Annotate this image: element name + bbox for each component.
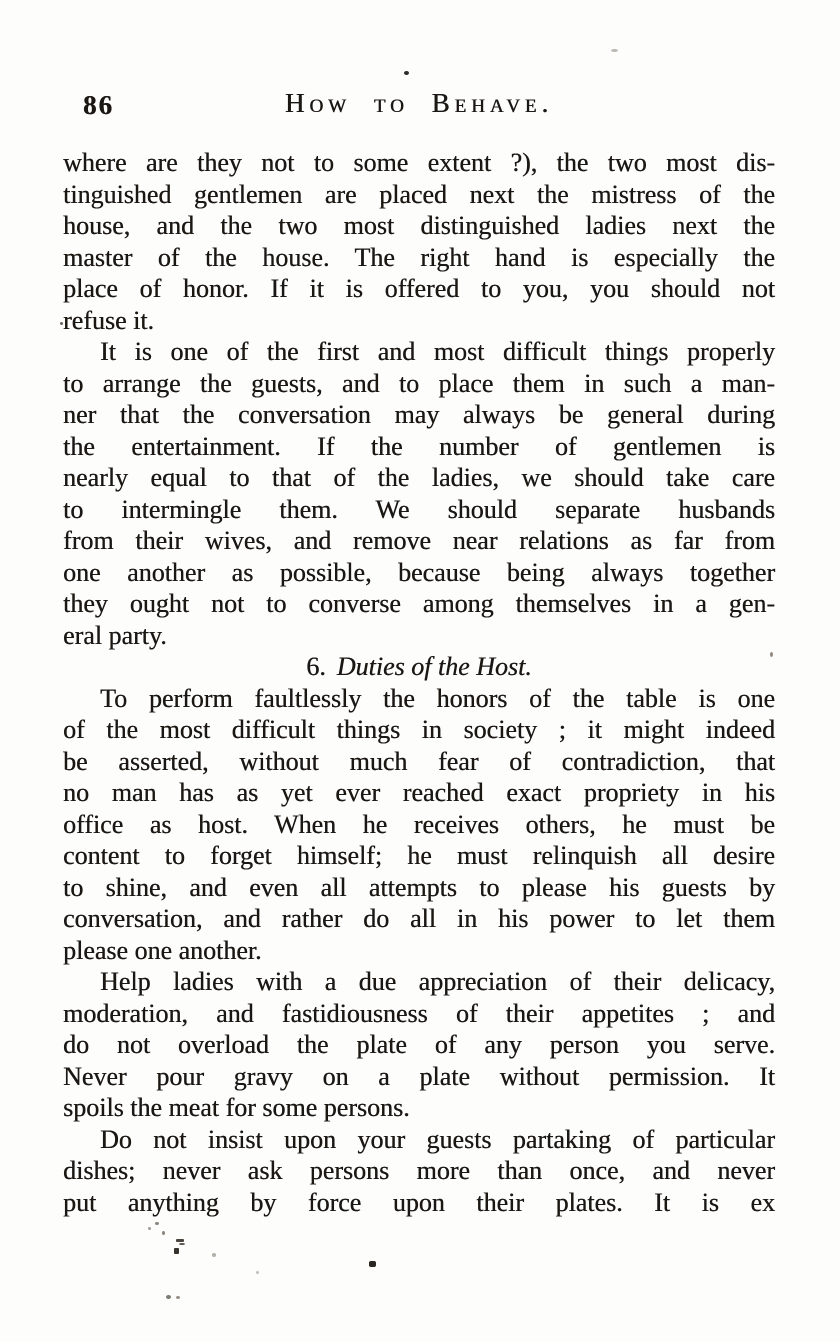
scan-speck [369, 1261, 376, 1267]
text-line: nearly equal to that of the ladies, we should take care [63, 463, 775, 492]
text-line: moderation, and fastidiousness of their appetites ; and [63, 998, 775, 1028]
paragraph [63, 966, 775, 1124]
body-text [63, 147, 775, 1218]
text-line: do not overload the plate of any person you serve. [63, 1030, 775, 1059]
text-line: to arrange the guests, and to place them in such a man- [63, 368, 775, 398]
scan-speck [611, 49, 618, 52]
text-line: the entertainment. If the number of gentlemen is [63, 431, 775, 461]
section-number: 6. [306, 652, 326, 681]
text-line: dishes; never ask persons more than once, and never [63, 1156, 775, 1185]
text-line: tinguished gentlemen are placed next the mistress of the [63, 179, 775, 209]
text-line: put anything by force upon their plates. It is ex [63, 1187, 775, 1217]
text-line: house, and the two most distinguished ladies next the [63, 211, 775, 240]
text-line: office as host. When he receives others, he must be [63, 809, 775, 839]
scan-speck [212, 1253, 216, 1257]
scan-speck [179, 1243, 185, 1245]
paragraph [63, 336, 775, 651]
text-line: place of honor. If it is offered to you, you should not [63, 274, 775, 303]
scan-speck [148, 1227, 151, 1230]
text-line: be asserted, without much fear of contradiction, that [63, 746, 775, 776]
text-line: one another as possible, because being always together [63, 557, 775, 587]
text-line: spoils the meat for some persons. [63, 1093, 410, 1122]
text-line: no man has as yet ever reached exact propriety in his [63, 778, 775, 807]
scan-speck [256, 1271, 259, 1274]
text-line: Help ladies with a due appreciation of their delicacy, [100, 967, 775, 996]
scan-speck [404, 71, 409, 75]
paragraph [63, 1124, 775, 1219]
scan-speck [162, 1231, 165, 1235]
text-line: Do not insist upon your guests partaking of particular [100, 1124, 775, 1154]
scan-speck [155, 1222, 159, 1225]
text-line: master of the house. The right hand is especially the [63, 242, 775, 272]
text-line: from their wives, and remove near relations as far from [63, 526, 775, 555]
paragraph [63, 147, 775, 336]
text-line: of the most difficult things in society ; it might indeed [63, 715, 775, 744]
text-line: eral party. [63, 620, 167, 650]
scan-speck [176, 1296, 180, 1299]
text-line: where are they not to some extent ?), the two most dis- [63, 148, 775, 177]
scan-speck [176, 1239, 184, 1242]
text-line: to shine, and even all attempts to please his guests by [63, 872, 775, 902]
running-head [63, 88, 775, 124]
text-line: content to forget himself; he must relinquish all desire [63, 841, 775, 870]
text-line: they ought not to converse among themselves in a gen- [63, 589, 775, 618]
scan-speck [770, 652, 773, 657]
text-line: please one another. [63, 935, 262, 965]
text-line: It is one of the first and most difficult things properly [100, 337, 775, 366]
text-line: ner that the conversation may always be general during [63, 400, 775, 429]
text-line: to intermingle them. We should separate husbands [63, 494, 775, 524]
paragraph [63, 683, 775, 967]
text-line: To perform faultlessly the honors of the table is one [100, 683, 775, 713]
section-title: Duties of the Host. [336, 652, 532, 681]
text-line: refuse it. [63, 305, 154, 335]
scan-speck [166, 1295, 171, 1299]
scan-speck [60, 322, 63, 325]
text-line: conversation, and rather do all in his power to let them [63, 904, 775, 933]
section-heading [63, 651, 775, 683]
scan-speck [174, 1248, 179, 1254]
text-line: Never pour gravy on a plate without permission. It [63, 1061, 775, 1091]
page-number: 86 [83, 90, 114, 120]
running-title: How to Behave. [284, 88, 554, 118]
